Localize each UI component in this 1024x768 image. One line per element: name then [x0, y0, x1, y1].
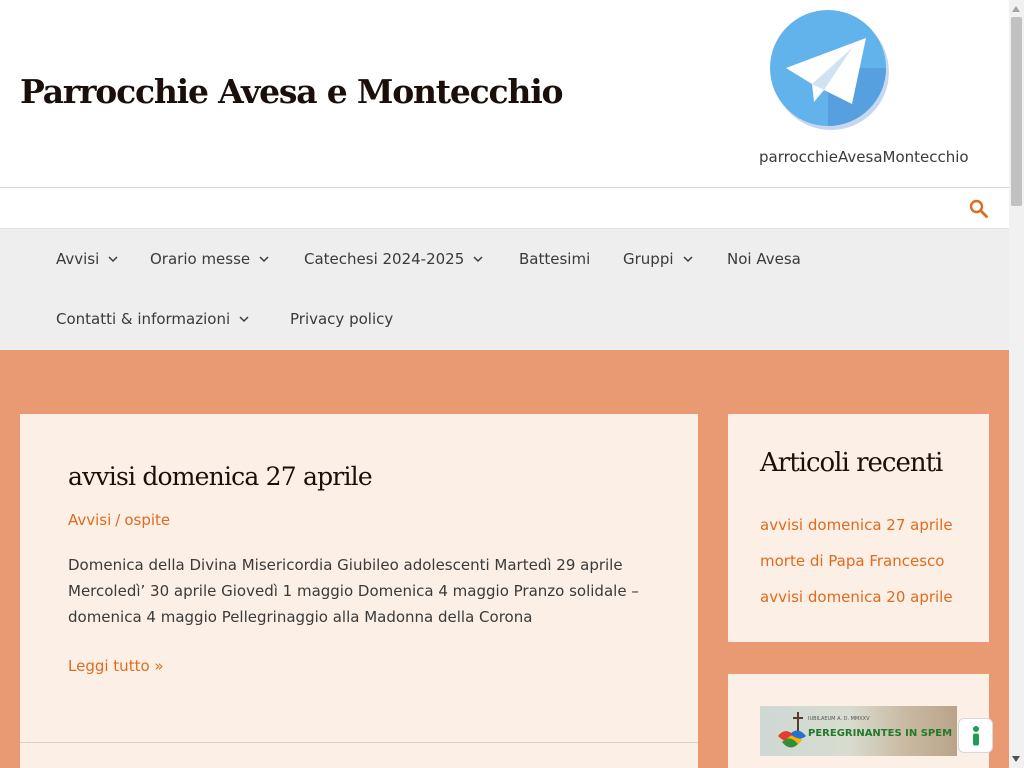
- jubilee-small-text: IUBILAEUM A. D. MMXXV: [808, 716, 870, 722]
- article-author-link[interactable]: ospite: [124, 511, 171, 529]
- search-icon[interactable]: [969, 199, 989, 219]
- nav-item-orario-messe[interactable]: [150, 249, 270, 269]
- accessibility-button[interactable]: [958, 718, 993, 753]
- recent-post-link[interactable]: morte di Papa Francesco: [760, 552, 945, 570]
- nav-item-catechesi[interactable]: [304, 249, 484, 269]
- nav-item-label: Noi Avesa: [727, 250, 801, 268]
- article-card: [20, 414, 698, 768]
- recent-posts-title: Articoli recenti: [760, 448, 943, 478]
- nav-item-noi-avesa[interactable]: [727, 249, 801, 269]
- nav-item-label: Gruppi: [623, 250, 674, 268]
- nav-item-label: Catechesi 2024-2025: [304, 250, 465, 268]
- jubilee-banner[interactable]: [760, 706, 957, 756]
- jubilee-motto: PEREGRINANTES IN SPEM: [808, 728, 953, 739]
- nav-item-label: Orario messe: [150, 250, 251, 268]
- nav-item-privacy-policy[interactable]: [290, 309, 393, 329]
- scrollbar-thumb[interactable]: [1011, 17, 1022, 206]
- chevron-down-icon: [258, 253, 270, 265]
- nav-item-battesimi[interactable]: [519, 249, 590, 269]
- nav-item-label: Battesimi: [519, 250, 591, 268]
- telegram-icon[interactable]: [768, 10, 890, 130]
- nav-item-gruppi[interactable]: [623, 249, 694, 269]
- nav-item-avvisi[interactable]: [56, 249, 119, 269]
- article-title[interactable]: avvisi domenica 27 aprile: [68, 462, 372, 491]
- recent-post-link[interactable]: avvisi domenica 27 aprile: [760, 516, 953, 534]
- recent-post-link[interactable]: avvisi domenica 20 aprile: [760, 588, 953, 606]
- article-meta: [68, 511, 170, 529]
- meta-separator: /: [115, 511, 121, 529]
- accessibility-icon: [969, 725, 983, 747]
- read-more-link[interactable]: Leggi tutto »: [68, 657, 164, 675]
- chevron-down-icon: [238, 313, 250, 325]
- telegram-handle[interactable]: parrocchieAvesaMontecchio: [759, 148, 969, 166]
- chevron-down-icon: [107, 253, 119, 265]
- scroll-up-arrow-icon[interactable]: [1012, 6, 1020, 12]
- jubilee-logo-icon: [774, 710, 808, 752]
- search-row: [0, 188, 1009, 229]
- article-excerpt: Domenica della Divina Misericordia Giubileo adolescenti Martedì 29 aprile Mercoledì’ 30 aprile Giovedì 1 maggio Domenica 4 maggio Pranzo solidale – domenica 4 maggio Pellegrinaggio alla Madonna della Corona: [68, 556, 639, 626]
- chevron-down-icon: [682, 253, 694, 265]
- nav-item-contatti[interactable]: [56, 309, 250, 329]
- chevron-down-icon: [472, 253, 484, 265]
- article-category-link[interactable]: Avvisi: [68, 511, 112, 529]
- jubilee-widget: [728, 674, 989, 768]
- main-navigation: [0, 229, 1009, 350]
- scroll-down-arrow-icon[interactable]: [1012, 756, 1020, 762]
- nav-item-label: Contatti & informazioni: [56, 310, 231, 328]
- nav-item-label: Avvisi: [56, 250, 100, 268]
- site-title[interactable]: Parrocchie Avesa e Montecchio: [20, 72, 563, 111]
- recent-posts-widget: [728, 414, 989, 642]
- nav-item-label: Privacy policy: [290, 310, 394, 328]
- article-divider: [20, 742, 698, 743]
- site-header: [0, 0, 1009, 188]
